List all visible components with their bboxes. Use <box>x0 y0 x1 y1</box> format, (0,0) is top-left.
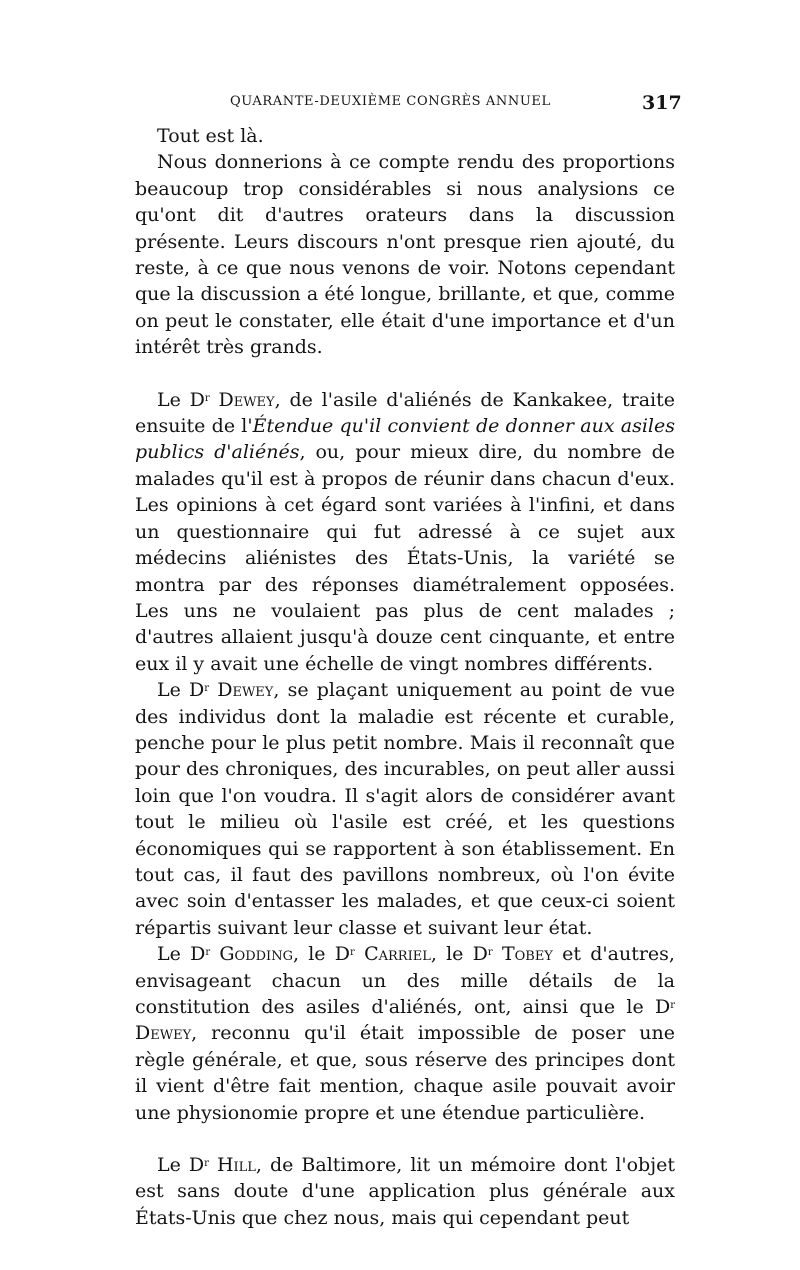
person-name: Carriel <box>364 943 431 966</box>
page-number: 317 <box>642 92 682 114</box>
paragraph-6-rest: , de Baltimore, lit un mémoire dont l'objet est sans doute d'une application plus générale aux États-Unis que chez nous, mais qui cependant peut <box>135 1154 675 1229</box>
person-name: Dewey <box>135 1022 192 1045</box>
separator: , le D <box>430 943 488 966</box>
paragraph-3-lead: Le D <box>157 388 205 411</box>
paragraph-5-rest: , reconnu qu'il était impossible de poser une règle générale, et que, sous réserve des principes dont il vient d'être fait mention, chaque asile pouvait avoir une physionomie propre et une étendue particulière. <box>135 1022 675 1124</box>
paragraph-4-rest: , se plaçant uniquement au point de vue des individus dont la maladie est récente et curable, penche pour le plus petit nombre. Mais il reconnaît que pour des chroniques, des incurables, on peut aller aussi loin que l'on voudra. Il s'agit alors de considérer avant tout le milieu où l'asile est créé, et les questions économiques qui se rapportent à son établissement. En tout cas, il faut des pavillons nombreux, où l'on évite avec soin d'entasser les malades, et que ceux-ci soient répartis suivant leur classe et suivant leur état. <box>135 679 675 939</box>
doctor-abbrev: r <box>204 683 210 695</box>
paragraph-4-lead: Le D <box>157 679 205 702</box>
doctor-abbrev: r <box>204 1158 209 1170</box>
person-name: Godding <box>219 943 293 966</box>
doctor-abbrev: r <box>205 947 211 959</box>
doctor-abbrev: r <box>204 392 210 404</box>
paragraph-5-lead: Le D <box>157 943 206 966</box>
italic-title: Étendue qu'il convient de donner aux asiles publics d'aliénés <box>135 415 675 464</box>
body-text <box>135 123 675 1231</box>
running-title: QUARANTE-DEUXIÈME CONGRÈS ANNUEL <box>230 94 551 109</box>
doctor-abbrev: r <box>670 1000 675 1011</box>
person-name: Dewey <box>218 388 275 411</box>
paragraph-2: Nous donnerions à ce compte rendu des proportions beaucoup trop considérables si nous analysions ce qu'ont dit d'autres orateurs dans la discussion présente. Leurs discours n'ont presque rien ajouté, du reste, à ce que nous venons de voir. Notons cependant que la discussion a été longue, brillante, et que, comme on peut le constater, elle était d'une importance et d'un intérêt très grands. <box>135 151 675 359</box>
separator: , le D <box>292 943 351 966</box>
paragraph-6-lead: Le D <box>157 1154 205 1177</box>
paragraph-3-rest: , ou, pour mieux dire, du nombre de malades qu'il est à propos de réunir dans chacun d'eux. Les opinions à cet égard sont variées à l'infini, et dans un questionnaire qui fut adressé à ce sujet aux médecins aliénistes des États-Unis, la variété se montra par des réponses diamétralement opposées. Les uns ne voulaient pas plus de cent malades ; d'autres allaient jusqu'à douze cent cinquante, et entre eux il y avait une échelle de vingt nombres différents. <box>135 441 675 675</box>
doctor-abbrev: r <box>487 947 493 959</box>
running-head <box>0 92 800 120</box>
paragraph-3 <box>135 387 675 677</box>
person-name: Dewey <box>217 679 274 702</box>
paragraph-1: Tout est là. <box>157 125 264 147</box>
paragraph-5 <box>135 941 675 1126</box>
person-name: Tobey <box>501 943 553 966</box>
paragraph-4 <box>135 677 675 941</box>
paragraph-3-text: , de l'asile d'aliénés de Kankakee, traite ensuite de l' <box>135 388 675 438</box>
paragraph-5-middle: et d'autres, envisageant chacun un des mille détails de la constitution des asiles d'aliénés, ont, ainsi que le D <box>135 943 675 1018</box>
person-name: Hill <box>216 1154 256 1177</box>
doctor-abbrev: r <box>350 947 355 959</box>
paragraph-6 <box>135 1152 675 1231</box>
